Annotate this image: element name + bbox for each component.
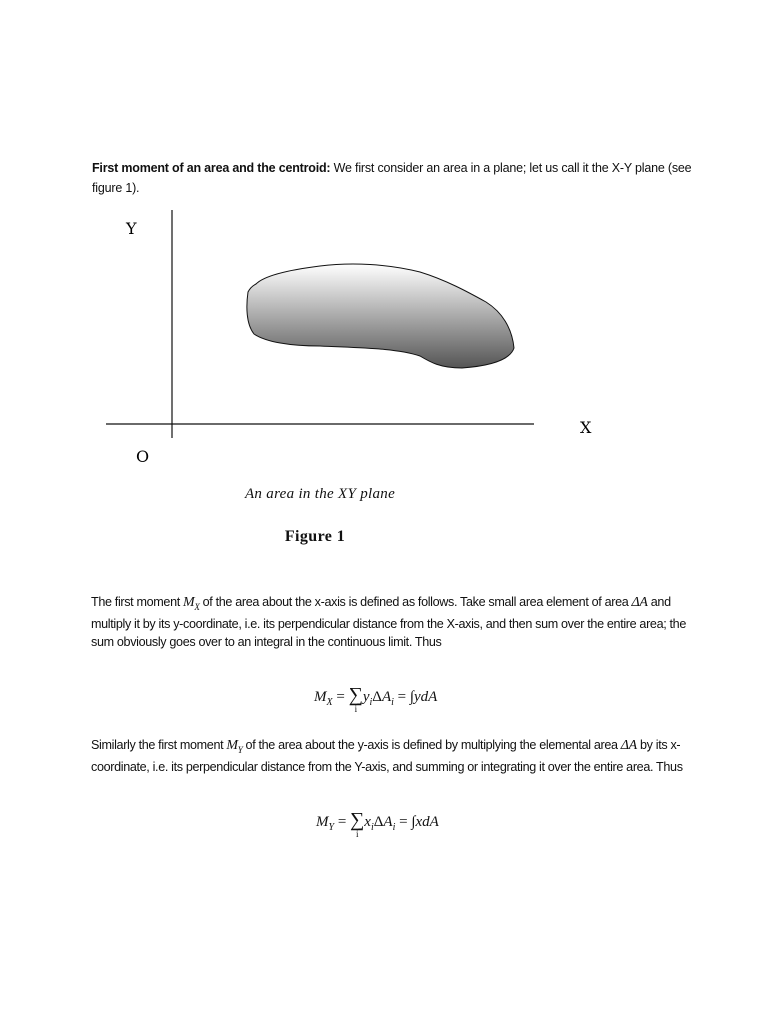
- delta-a-symbol: ΔA: [631, 595, 648, 610]
- figure-title: Figure 1: [284, 528, 346, 545]
- delta-a-symbol-2: ΔA: [620, 738, 637, 753]
- y-axis-label: Y: [126, 219, 137, 238]
- sum-symbol-2: ∑ i: [350, 809, 365, 839]
- paragraph-first-moment-y: [91, 737, 686, 777]
- my-symbol: $M_Y$: [226, 738, 243, 755]
- equation-mx: $M_X$ = ∑ i $y_i\Delta A_i = \int ydA$: [314, 684, 438, 714]
- intro-heading: First moment of an area and the centroid:: [92, 161, 331, 175]
- intro-text: We first consider an area in a plane; let us call it the X-Y plane (see figure 1).: [92, 161, 692, 195]
- intro-paragraph: [92, 158, 692, 198]
- sum-symbol: ∑ i: [348, 684, 363, 714]
- equation-my: $M_Y$ = ∑ i $x_i\Delta A_i = \int xdA$: [316, 809, 439, 839]
- para1-text-1: The first moment: [91, 595, 184, 609]
- para1-text-3: and multiply it by its y-coordinate, i.e. its perpendicular distance from the X-axis, and then sum over the entire area; the sum obviously goes over to an integral in the continuous limit. Thus: [91, 595, 686, 649]
- figure-1-diagram: [0, 200, 768, 530]
- x-axis-label: X: [580, 418, 592, 437]
- para2-text-1: Similarly the first moment: [91, 738, 227, 752]
- mx-symbol: $M_X$: [183, 595, 200, 612]
- origin-label: O: [136, 447, 150, 466]
- para2-text-3: by its x-coordinate, i.e. its perpendicular distance from the Y-axis, and summing or integrating it over the entire area. Thus: [91, 738, 683, 775]
- figure-caption: An area in the XY plane: [244, 486, 396, 502]
- para2-text-2: of the area about the y-axis is defined by multiplying the elemental area: [242, 738, 621, 752]
- integral-symbol: ∫: [409, 689, 414, 705]
- integral-symbol-2: ∫: [411, 814, 416, 830]
- paragraph-first-moment-x: [91, 594, 686, 651]
- area-shape: [247, 264, 514, 368]
- para1-text-2: of the area about the x-axis is defined as follows. Take small area element of area: [199, 595, 632, 609]
